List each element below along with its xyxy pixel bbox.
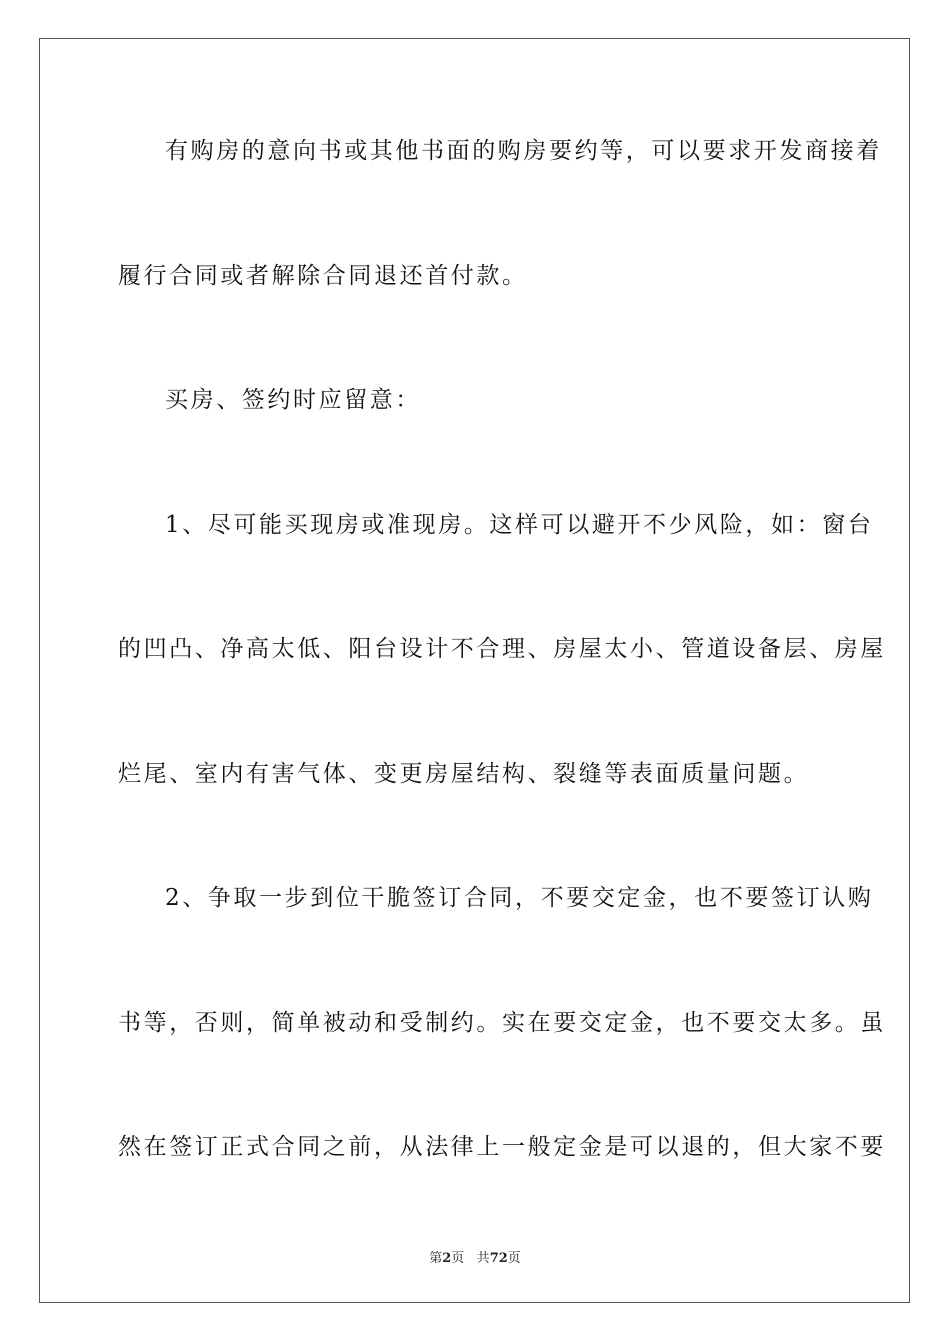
footer-total-suffix: 页 <box>507 1251 521 1266</box>
text-line-8: 书等，否则，简单被动和受制约。实在要交定金，也不要交太多。虽 <box>118 1010 886 1036</box>
text-line-6: 烂尾、室内有害气体、变更房屋结构、裂缝等表面质量问题。 <box>118 761 810 787</box>
footer-page-prefix: 第 <box>429 1251 443 1266</box>
text-line-2: 履行合同或者解除合同退还首付款。 <box>118 263 528 289</box>
footer-total-pages: 72 <box>489 1251 508 1266</box>
footer-page-suffix: 页 <box>451 1251 465 1266</box>
text-line-1: 有购房的意向书或其他书面的购房要约等，可以要求开发商接着 <box>165 138 882 164</box>
text-line-7: 2、争取一步到位干脆签订合同，不要交定金，也不要签订认购 <box>165 885 874 911</box>
text-line-3: 买房、签约时应留意： <box>165 387 421 413</box>
footer-total-prefix: 共 <box>476 1251 490 1266</box>
text-line-9: 然在签订正式合同之前，从法律上一般定金是可以退的，但大家不要 <box>118 1134 886 1160</box>
page-footer <box>0 1247 950 1266</box>
text-line-5: 的凹凸、净高太低、阳台设计不合理、房屋太小、管道设备层、房屋 <box>118 636 886 662</box>
page-border <box>39 38 910 1303</box>
footer-page-number: 2 <box>442 1251 452 1266</box>
text-line-4: 1、尽可能买现房或准现房。这样可以避开不少风险，如：窗台 <box>165 512 874 538</box>
